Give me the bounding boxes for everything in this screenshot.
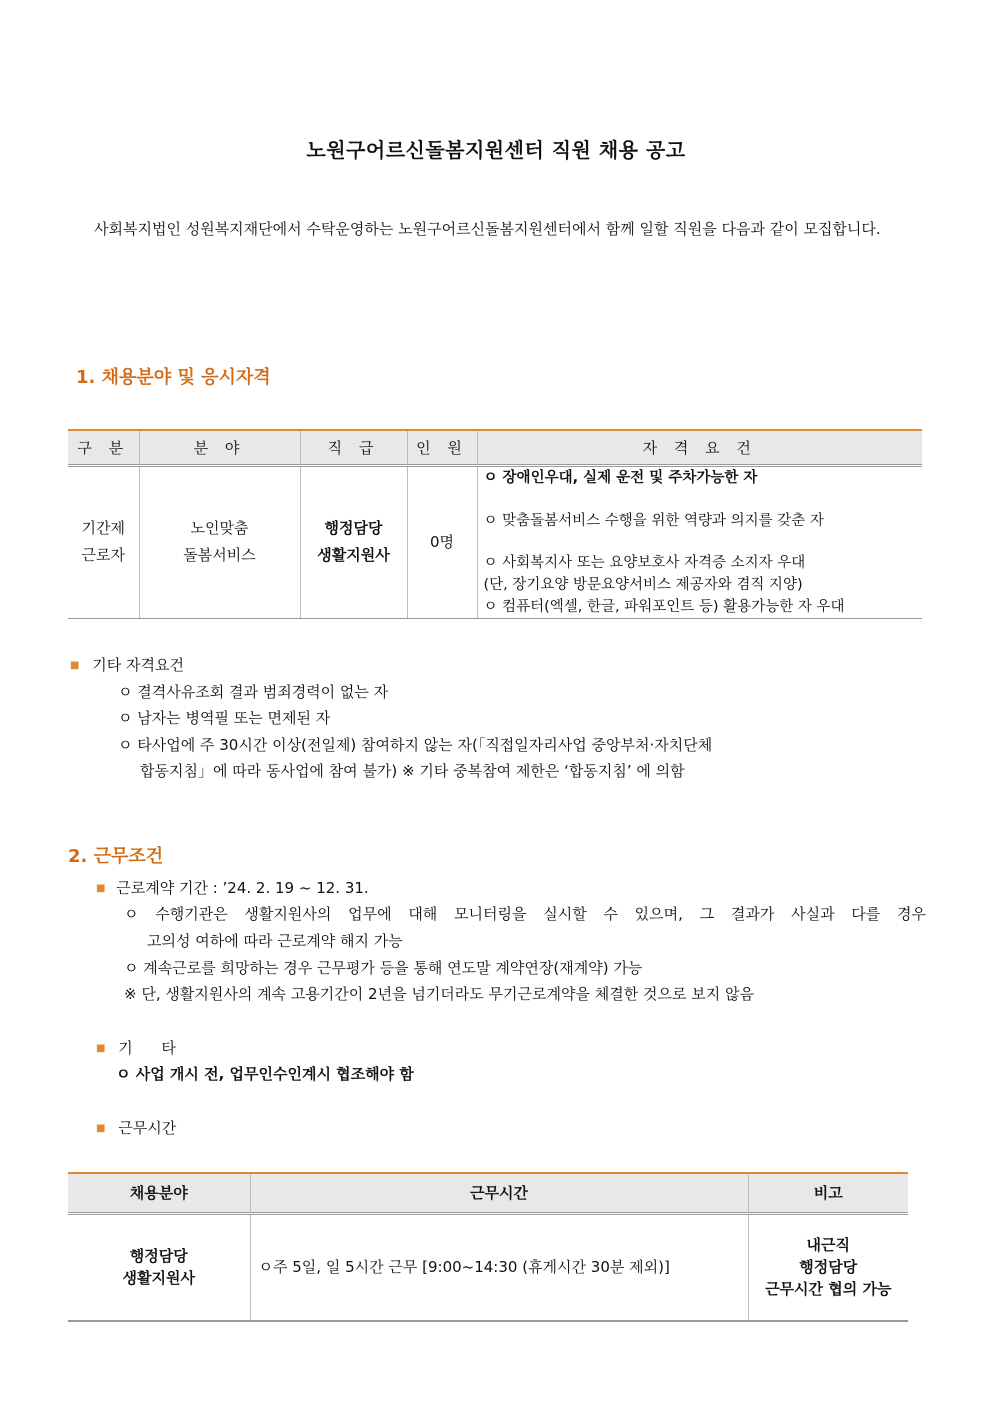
header-category: 구 분 <box>68 430 139 465</box>
header-recruit-field: 채용분야 <box>68 1173 250 1213</box>
contract-item: 고의성 여하에 따라 근로계약 해지 가능 <box>147 932 403 950</box>
contract-item: ㅇ 계속근로를 희망하는 경우 근무평가 등을 통해 연도말 계약연장(재계약) 가능 <box>124 959 643 977</box>
header-field: 분 야 <box>139 430 300 465</box>
etc-heading <box>96 1037 176 1058</box>
contract-heading <box>96 877 369 898</box>
etc-item: ㅇ 사업 개시 전, 업무인수인계시 협조해야 함 <box>116 1065 414 1083</box>
cell-note <box>748 1213 908 1321</box>
other-requirement-item: ㅇ 결격사유조회 결과 범죄경력이 없는 자 <box>118 683 389 701</box>
requirement-item: ㅇ 사회복지사 또는 요양보호사 자격증 소지자 우대 <box>483 554 806 571</box>
header-note: 비고 <box>748 1173 908 1213</box>
cell-field <box>139 465 300 618</box>
other-requirement-item: ㅇ 남자는 병역필 또는 면제된 자 <box>118 709 331 727</box>
square-bullet-icon: ■ <box>96 1123 106 1134</box>
table-header-row <box>68 1173 908 1213</box>
cell-requirements <box>477 465 922 618</box>
qualification-table <box>68 429 922 619</box>
table-row <box>68 465 922 618</box>
recruit-field-line2: 생활지원사 <box>122 1269 195 1288</box>
intro-paragraph: 사회복지법인 성원복지재단에서 수탁운영하는 노원구어르신돌봄지원센터에서 함께 일할 직원을 다음과 같이 모집합니다. <box>94 220 881 238</box>
work-hours-table <box>68 1172 908 1322</box>
field-line1: 노인맞춤 <box>190 519 249 537</box>
header-rank: 직 급 <box>300 430 407 465</box>
other-requirements-title: 기타 자격요건 <box>92 656 184 674</box>
other-requirement-item: ㅇ 타사업에 주 30시간 이상(전일제) 참여하지 않는 자(「직접일자리사업 중앙부처·자치단체 <box>118 736 713 754</box>
section2-title: 2. 근무조건 <box>68 846 164 867</box>
cell-count: 0명 <box>407 465 477 618</box>
cell-category <box>68 465 139 618</box>
header-work-hours: 근무시간 <box>250 1173 748 1213</box>
hours-title: 근무시간 <box>118 1119 177 1137</box>
table-row <box>68 1213 908 1321</box>
requirement-item: ㅇ 맞춤돌봄서비스 수행을 위한 역량과 의지를 갖춘 자 <box>483 512 824 529</box>
table-header-row <box>68 430 922 465</box>
note-line1: 내근직 <box>806 1236 850 1255</box>
requirement-item: (단, 장기요양 방문요양서비스 제공자와 겸직 지양) <box>483 576 803 593</box>
header-count: 인 원 <box>407 430 477 465</box>
note-line2: 행정담당 <box>799 1258 858 1277</box>
other-requirements-heading <box>70 654 184 675</box>
square-bullet-icon: ■ <box>96 883 106 894</box>
note-line3: 근무시간 협의 가능 <box>765 1280 892 1299</box>
square-bullet-icon: ■ <box>70 660 80 671</box>
field-line2: 돌봄서비스 <box>183 546 256 564</box>
cell-work-hours: ㅇ주 5일, 일 5시간 근무 [9:00~14:30 (휴게시간 30분 제외)] <box>250 1213 748 1321</box>
page-title: 노원구어르신돌봄지원센터 직원 채용 공고 <box>306 138 686 162</box>
cell-recruit-field <box>68 1213 250 1321</box>
other-requirement-item: 합동지침」에 따라 동사업에 참여 불가) ※ 기타 중복참여 제한은 ‘합동지침’ 에 의함 <box>140 762 685 780</box>
rank-line2: 생활지원사 <box>317 546 390 564</box>
hours-heading <box>96 1117 176 1138</box>
square-bullet-icon: ■ <box>96 1043 106 1054</box>
cell-rank <box>300 465 407 618</box>
recruit-field-line1: 행정담당 <box>129 1247 188 1266</box>
contract-note: ※ 단, 생활지원사의 계속 고용기간이 2년을 넘기더라도 무기근로계약을 체결한 것으로 보지 않음 <box>124 985 754 1003</box>
contract-item: ㅇ 수행기관은 생활지원사의 업무에 대해 모니터링을 실시할 수 있으며, 그 결과가 사실과 다를 경우 <box>124 905 926 923</box>
rank-line1: 행정담당 <box>324 519 383 537</box>
category-line1: 기간제 <box>81 519 125 537</box>
contract-period: 근로계약 기간 : ’24. 2. 19 ~ 12. 31. <box>116 879 369 897</box>
etc-title: 기 타 <box>118 1039 176 1057</box>
category-line2: 근로자 <box>81 546 125 564</box>
requirement-item: ㅇ 컴퓨터(엑셀, 한글, 파워포인트 등) 활용가능한 자 우대 <box>483 598 845 615</box>
header-requirements: 자 격 요 건 <box>477 430 922 465</box>
requirement-item: ㅇ 장애인우대, 실제 운전 및 주차가능한 자 <box>483 469 758 486</box>
section1-title: 1. 채용분야 및 응시자격 <box>76 367 271 388</box>
